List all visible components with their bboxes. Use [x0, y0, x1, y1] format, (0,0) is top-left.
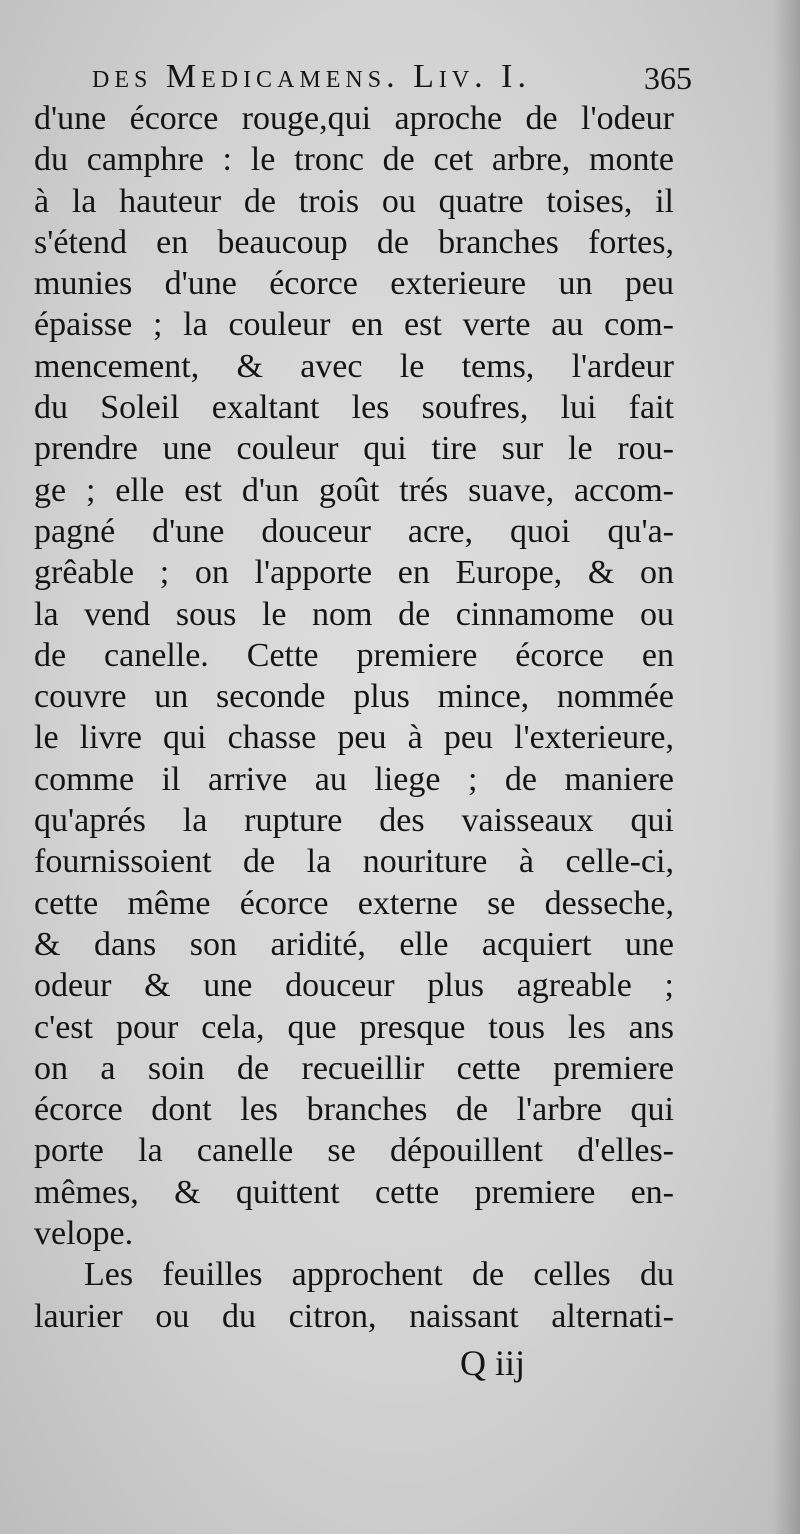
text-line: du Soleil exaltant les soufres, lui fait	[34, 389, 674, 427]
text-line: couvre un seconde plus mince, nommée	[34, 678, 674, 716]
text-line: le livre qui chasse peu à peu l'exterieure,	[34, 719, 674, 757]
text-line: ge ; elle est d'un goût trés suave, accom-	[34, 471, 674, 509]
text-line: laurier ou du citron, naissant alternati-	[34, 1297, 674, 1335]
text-line: on a soin de recueillir cette premiere	[34, 1049, 674, 1087]
body-text	[34, 98, 674, 1337]
text-line: munies d'une écorce exterieure un peu	[34, 265, 674, 303]
text-line: écorce dont les branches de l'arbre qui	[34, 1091, 674, 1129]
text-line: mêmes, & quittent cette premiere en-	[34, 1173, 674, 1211]
text-line: prendre une couleur qui tire sur le rou-	[34, 430, 674, 468]
text-line: fournissoient de la nouriture à celle-ci,	[34, 843, 674, 881]
text-line: c'est pour cela, que presque tous les ans	[34, 1008, 674, 1046]
text-line: s'étend en beaucoup de branches fortes,	[34, 223, 674, 261]
text-line: mencement, & avec le tems, l'ardeur	[34, 347, 674, 385]
text-line: du camphre : le tronc de cet arbre, monte	[34, 141, 674, 179]
text-line: pagné d'une douceur acre, quoi qu'a-	[34, 512, 674, 550]
text-line: épaisse ; la couleur en est verte au com-	[34, 306, 674, 344]
text-line: de canelle. Cette premiere écorce en	[34, 636, 674, 674]
text-line: porte la canelle se dépouillent d'elles-	[34, 1132, 674, 1170]
text-line: odeur & une douceur plus agreable ;	[34, 967, 674, 1005]
page-number: 365	[644, 60, 692, 96]
text-line: à la hauteur de trois ou quatre toises, il	[34, 182, 674, 220]
text-line: velope.	[34, 1215, 134, 1253]
text-line: comme il arrive au liege ; de maniere	[34, 760, 674, 798]
text-line: Les feuilles approchent de celles du	[84, 1256, 674, 1294]
text-line: & dans son aridité, elle acquiert une	[34, 925, 674, 963]
text-line: la vend sous le nom de cinnamome ou	[34, 595, 674, 633]
text-line: qu'aprés la rupture des vaisseaux qui	[34, 802, 674, 840]
text-line: d'une écorce rouge,qui aproche de l'odeur	[34, 100, 674, 137]
text-line: grêable ; on l'apporte en Europe, & on	[34, 554, 674, 592]
running-title: des Medicamens. Liv. I.	[92, 58, 531, 95]
signature-mark: Q iij	[460, 1343, 526, 1383]
text-line: cette même écorce externe se desseche,	[34, 884, 674, 922]
